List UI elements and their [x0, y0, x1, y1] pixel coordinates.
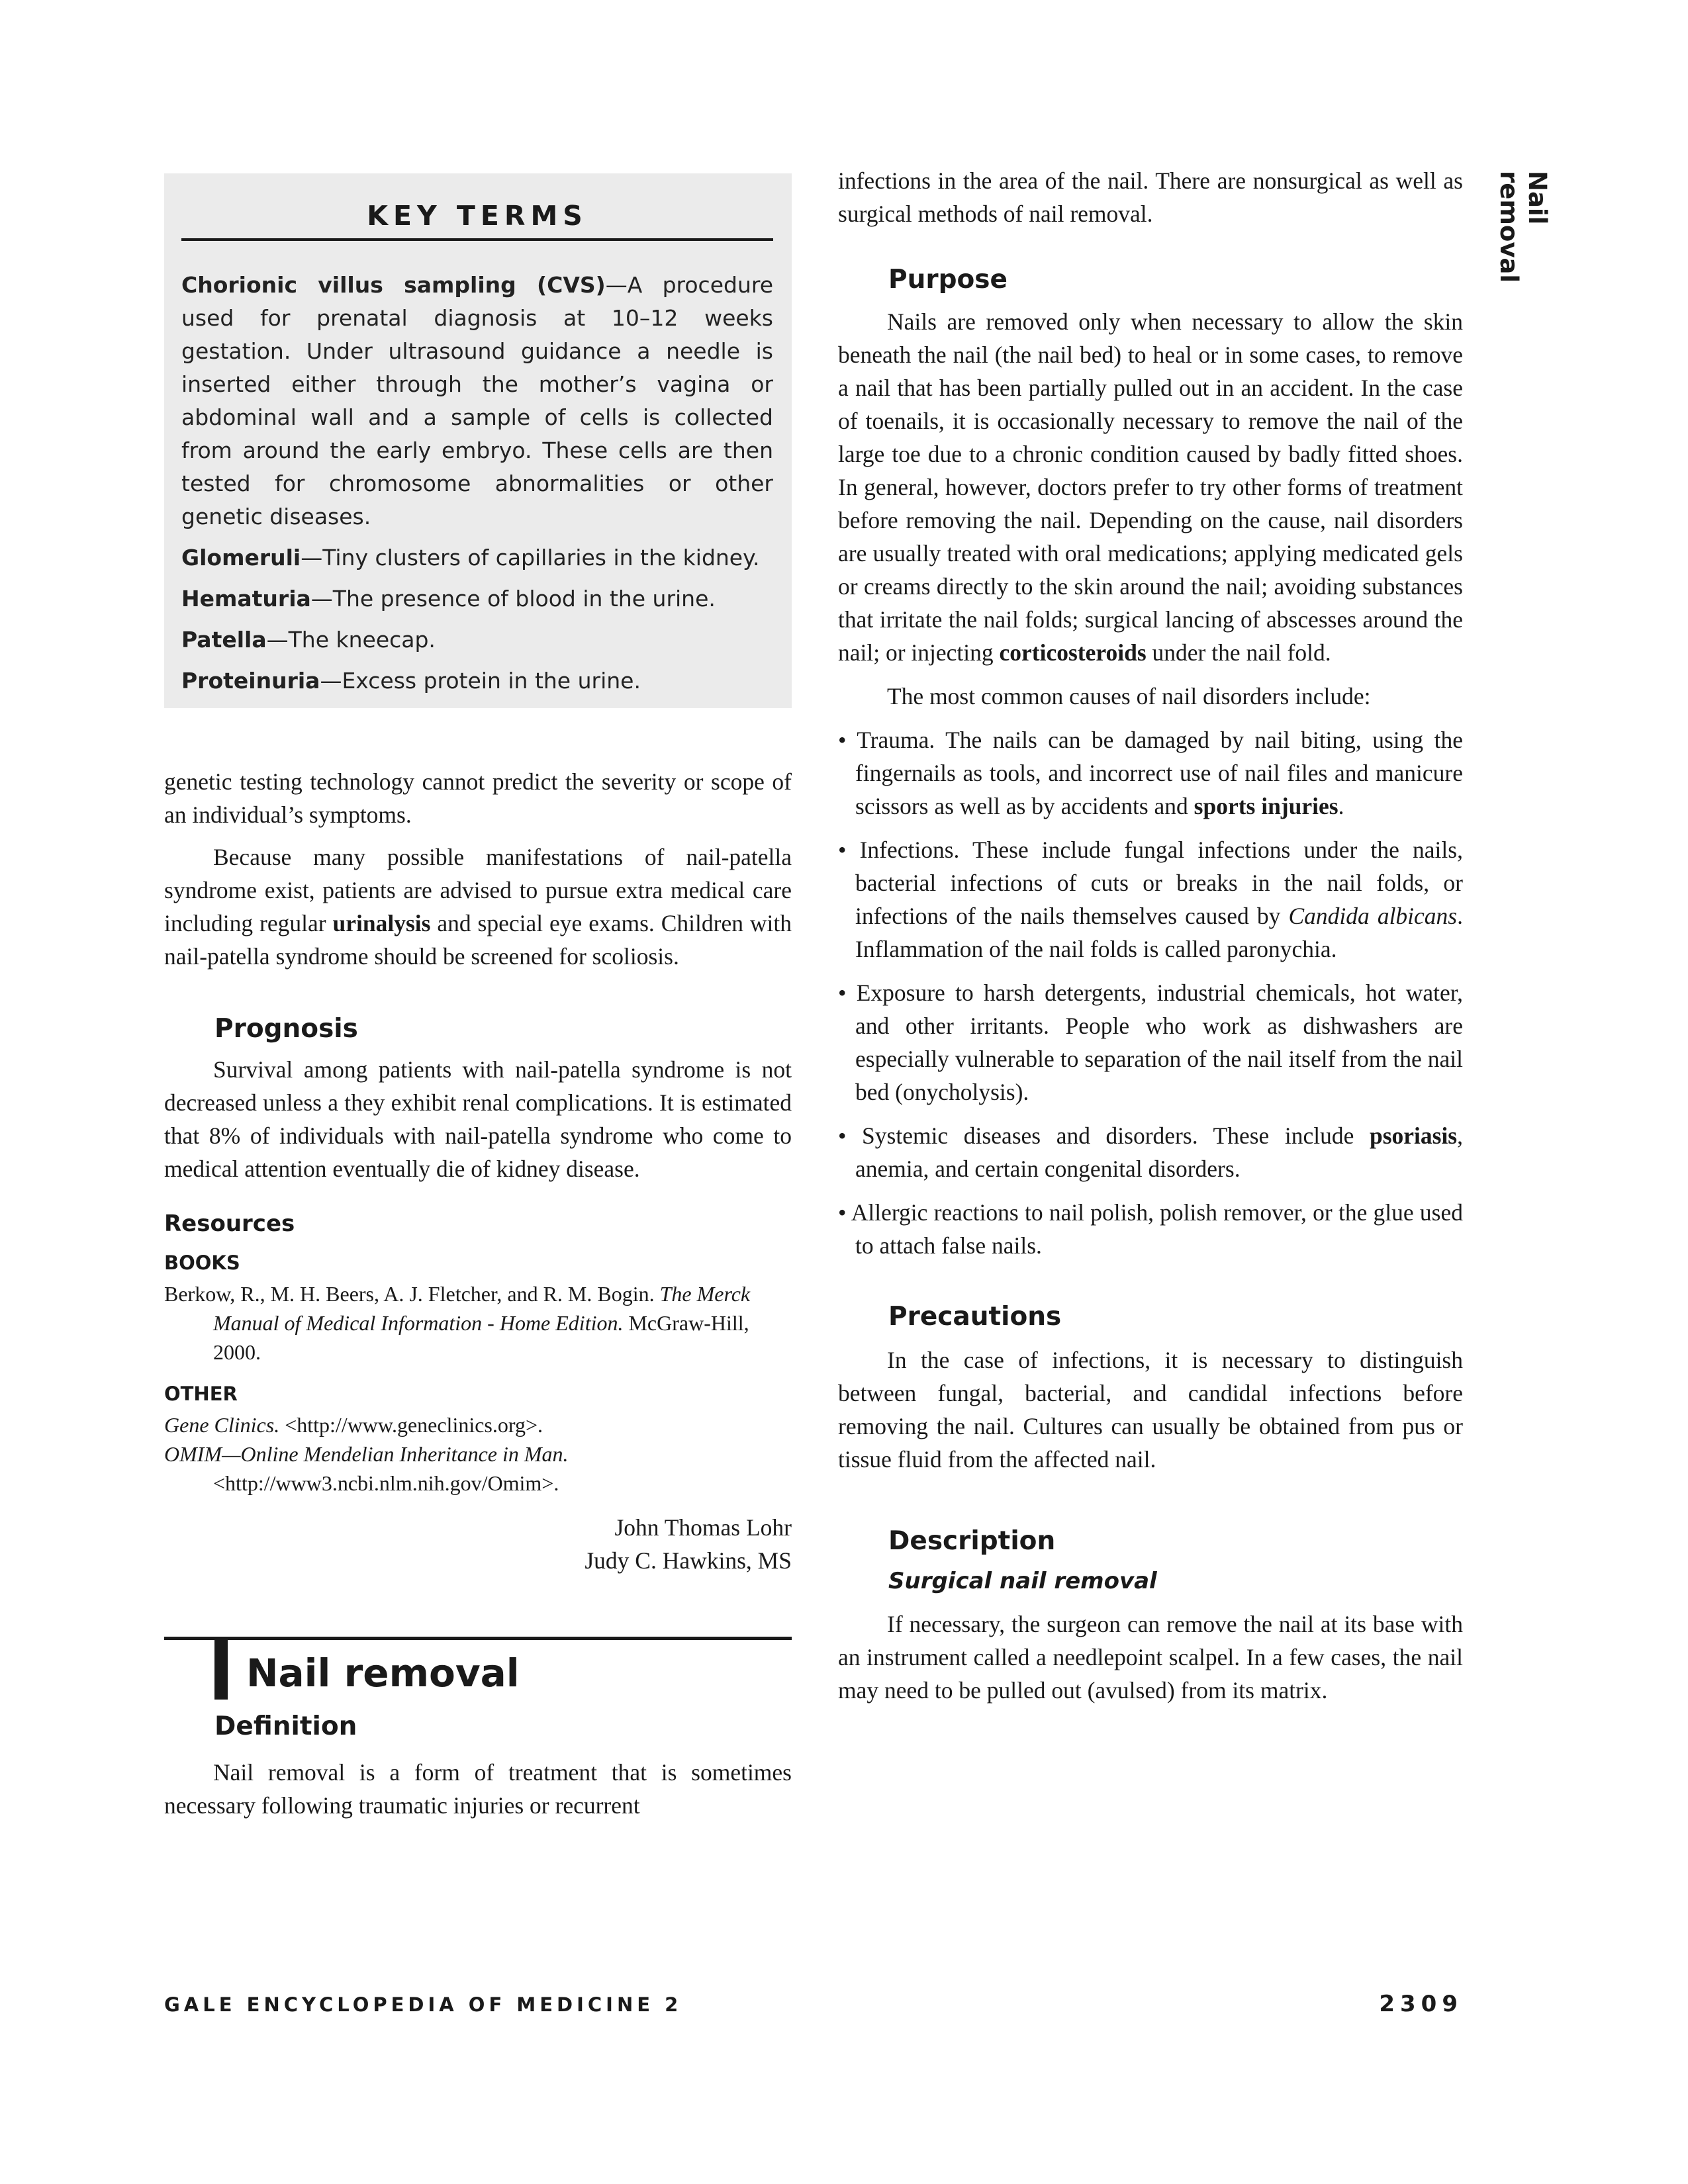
key-term-hematuria: Hematuria—The presence of blood in the urine. [181, 586, 716, 612]
other-heading: OTHER [164, 1383, 238, 1405]
footer-page-number: 2309 [1379, 1991, 1463, 2017]
precautions-text: In the case of infections, it is necessary to distinguish between fungal, bacterial, and candidal infections before removing the nail. Cultures can usually be obtained from pus or tissue fluid from the affected nail. [838, 1347, 1463, 1473]
books-heading: BOOKS [164, 1251, 240, 1274]
surgical-subheading: Surgical nail removal [888, 1568, 1157, 1594]
footer-publication: GALE ENCYCLOPEDIA OF MEDICINE 2 [164, 1993, 682, 2016]
continuation-paragraph: infections in the area of the nail. There are nonsurgical as well as surgical methods of nail removal. [838, 167, 1463, 227]
causes-list [838, 723, 1463, 1262]
key-terms-title: KEY TERMS [181, 200, 773, 241]
resources-heading: Resources [164, 1210, 295, 1237]
article-title-bar [164, 1637, 792, 1700]
key-term-proteinuria: Proteinuria—Excess protein in the urine. [181, 668, 641, 694]
other-reference-gene-clinics: Gene Clinics. <http://www.geneclinics.org>. [164, 1413, 543, 1437]
list-item: • Infections. These include fungal infections under the nails, bacterial infections of cuts or breaks in the nail folds, or infections of the nails themselves caused by Candida albicans. Inflammation of the nail folds is called paronychia. [838, 837, 1463, 962]
book-reference: Berkow, R., M. H. Beers, A. J. Fletcher, and R. M. Bogin. The Merck Manual of Medical Information - Home Edition. McGraw-Hill, 2000. [164, 1282, 751, 1364]
author-2: Judy C. Hawkins, MS [585, 1547, 792, 1574]
key-term-cvs: Chorionic villus sampling (CVS)—A procedure used for prenatal diagnosis at 10–12 weeks gestation. Under ultrasound guidance a needle is inserted either through the mother’s vagina or abdominal wall and a sample of cells is collected from around the early embryo. These cells are then tested for chromosome abnormalities or other genetic diseases. [181, 272, 774, 529]
prognosis-heading: Prognosis [214, 1014, 358, 1044]
corticosteroids-term: corticosteroids [999, 639, 1147, 666]
author-1: John Thomas Lohr [614, 1514, 792, 1541]
definition-heading: Definition [214, 1711, 357, 1741]
key-term-glomeruli: Glomeruli—Tiny clusters of capillaries in the kidney. [181, 545, 760, 570]
precautions-heading: Precautions [888, 1302, 1062, 1332]
surgical-text: If necessary, the surgeon can remove the nail at its base with an instrument called a needlepoint scalpel. In a few cases, the nail may need to be pulled out (avulsed) from its matrix. [838, 1611, 1463, 1704]
article-title: Nail removal [246, 1651, 520, 1696]
purpose-text: Nails are removed only when necessary to allow the skin beneath the nail (the nail bed) to heal or in some cases, to remove a nail that has been partially pulled out in an accident. In the case of toenails, it is occasionally necessary to remove the nail of the large toe due to a chronic condition caused by badly fitted shoes. In general, however, doctors prefer to try other forms of treatment before removing the nail. Depending on the cause, nail disorders are usually treated with oral medications; applying medicated gels or creams directly to the skin around the nail; avoiding substances that irritate the nail folds; surgical lancing of abscesses around the nail; or injecting corticosteroids under the nail fold. [838, 308, 1463, 666]
prognosis-text: Survival among patients with nail-patella syndrome is not decreased unless a they exhibit renal complications. It is estimated that 8% of individuals with nail-patella syndrome who come to medical attention eventually die of kidney disease. [164, 1056, 792, 1182]
left-column [164, 173, 792, 1822]
list-item: • Exposure to harsh detergents, industrial chemicals, hot water, and other irritants. People who work as dishwashers are especially vulnerable to separation of the nail itself from the nail bed (onycholysis). [838, 979, 1463, 1105]
definition-text: Nail removal is a form of treatment that is sometimes necessary following traumatic injuries or recurrent [164, 1759, 792, 1819]
right-column [838, 164, 1463, 1707]
other-reference-omim: OMIM—Online Mendelian Inheritance in Man. <http://www3.ncbi.nlm.nih.gov/Omim>. [164, 1442, 569, 1495]
purpose-heading: Purpose [888, 265, 1008, 295]
key-terms-box [164, 173, 792, 708]
causes-intro: The most common causes of nail disorders include: [887, 683, 1371, 709]
title-marker [214, 1640, 228, 1700]
list-item: • Allergic reactions to nail polish, polish remover, or the glue used to attach false nails. [838, 1199, 1463, 1259]
list-item: • Trauma. The nails can be damaged by nail biting, using the fingernails as tools, and incorrect use of nail files and manicure scissors as well as by accidents and sports injuries. [838, 727, 1463, 819]
manifestations-paragraph: Because many possible manifestations of nail-patella syndrome exist, patients are advised to pursue extra medical care including regular urinalysis and special eye exams. Children with nail-patella syndrome should be screened for scoliosis. [164, 844, 792, 970]
description-heading: Description [888, 1526, 1056, 1556]
list-item: • Systemic diseases and disorders. These include psoriasis, anemia, and certain congenital disorders. [838, 1122, 1463, 1182]
urinalysis-term: urinalysis [332, 910, 431, 936]
side-tab-label: Nail removal [1495, 171, 1552, 283]
key-term-patella: Patella—The kneecap. [181, 627, 436, 653]
genetic-testing-paragraph: genetic testing technology cannot predict the severity or scope of an individual’s symptoms. [164, 768, 792, 828]
